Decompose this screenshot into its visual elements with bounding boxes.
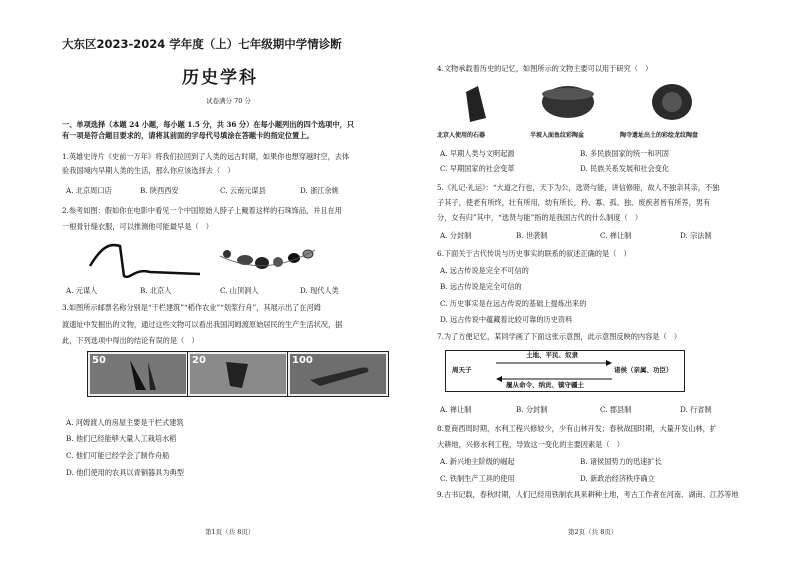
- stamp-3: [288, 352, 388, 396]
- q6-stem: 6.下面关于古代传说与历史事实的联系的叙述正确的是（ ）: [437, 249, 631, 258]
- q3-line1: 3.如图所示邮票名称分别是“干栏建筑”“稻作农业”“划浆行舟”，其展示出了在河姆: [62, 303, 321, 312]
- q7-option-d: D. 行省制: [680, 405, 712, 414]
- artifact-caption-2: 半坡人面鱼纹彩陶盆: [530, 132, 585, 139]
- enfeoffment-diagram: [445, 350, 685, 392]
- q3-line2: 渡遗址中发掘出的文物，通过这些文物可以看出我国河姆渡原始居民的生产生活状况，据: [62, 320, 343, 329]
- q9-line1: 9.古书记载，春秋时期，人们已经用铁制农具来耕种土地，考古工作者在河南、湖南、江苏等地: [437, 490, 739, 499]
- section-heading-2: 有一项是符合题目要求的，请将其前面的字母代号填涂在答题卡的指定位置上。: [62, 131, 314, 140]
- q4-option-c: C. 早期国家的社会变革: [440, 164, 515, 173]
- q5-option-a: A. 分封制: [440, 231, 472, 240]
- artifact-figures: [460, 82, 720, 126]
- q7-option-b: B. 分封制: [516, 405, 548, 414]
- q1-option-a: A. 北京周口店: [66, 186, 112, 195]
- q5-line3: 分，女有归”其中，“选贤与能”指的是我国古代的什么制度（ ）: [437, 213, 643, 222]
- section-heading: 一、单项选择（本题 24 小题，每小题 1.5 分，共 36 分）在每小题列出的四个选项中，只: [62, 120, 354, 129]
- q6-option-b: B. 远古传说是完全可信的: [440, 282, 522, 291]
- q6-option-d: D. 远古传说中蕴藏着比较可靠的历史资料: [440, 315, 573, 324]
- q3-option-d: D. 他们使用的农具以青铜器具为典型: [66, 468, 184, 477]
- q2-line1: 2.参考如图：假如你在电影中看见一个中国原始人脖子上戴着这样的石珠饰品，并且在用: [62, 206, 342, 215]
- q1-option-b: B. 陕西西安: [140, 186, 179, 195]
- q3-option-b: B. 他们已经能够大量人工栽培水稻: [66, 434, 177, 443]
- q8-option-c: C. 铁制生产工具的使用: [440, 474, 515, 483]
- q5-line1: 5.《礼记·礼运》：“大道之行也，天下为公，选贤与能，讲信修睦，故人不独亲其亲，不独: [437, 183, 720, 192]
- q5-option-c: C. 禅让制: [600, 231, 632, 240]
- q2-option-d: D. 现代人类: [300, 286, 339, 295]
- diagram-right-label: 诸侯（亲属、功臣）: [614, 366, 673, 374]
- q2-option-c: C. 山顶洞人: [220, 286, 259, 295]
- diagram-top-label: 土地、平民、奴隶: [526, 351, 578, 359]
- q5-option-b: B. 世袭制: [516, 231, 548, 240]
- q8-option-b: B. 诸侯国势力的迅速扩长: [580, 457, 662, 466]
- q1-line2: 验我国境内早期人类的生活，那么你应该选择去（ ）: [62, 166, 235, 175]
- q4-option-b: B. 多民族国家的统一和巩固: [580, 149, 669, 158]
- q7-option-a: A. 禅让制: [440, 405, 472, 414]
- q8-line2: 大耕地，兴修水利工程，导致这一变化的主要因素是（ ）: [437, 440, 624, 449]
- q8-option-a: A. 新兴地主阶级的崛起: [440, 457, 515, 466]
- q2-option-b: B. 北京人: [140, 286, 172, 295]
- q2-option-a: A. 元谋人: [66, 286, 98, 295]
- q2-line2: 一根骨针缝衣服，可以推测他可能最早是（ ）: [62, 222, 213, 231]
- artifact-caption-3: 陶寺遗址出土的彩绘龙纹陶盘: [620, 132, 699, 139]
- stamp-1: [88, 352, 188, 396]
- q4-option-d: D. 民族关系发展和社会变化: [580, 164, 670, 173]
- q1-line1: 1.英雄史诗片《史前一万年》将我们拉回到了人类的远古时期，如果你也想穿越时空，去体: [62, 152, 350, 161]
- paddle-icon: [290, 354, 386, 394]
- stamp-1-value: 50: [92, 355, 106, 366]
- subject-title: 历史学科: [182, 68, 258, 88]
- stamp-2-value: 20: [192, 355, 206, 366]
- q7-stem: 7.为了方便记忆，某同学画了下面这张示意图，此示意图反映的内容是（ ）: [437, 332, 682, 341]
- diagram-bottom-label: 履从命令、纳贡、镇守疆土: [506, 381, 584, 389]
- q8-option-d: D. 新政治经济秩序确立: [580, 474, 655, 483]
- q3-option-c: C. 他们可能已经学会了制作舟船: [66, 451, 170, 460]
- q7-option-c: C. 郡县制: [600, 405, 632, 414]
- left-page-footer: 第1页（共 8页）: [205, 528, 255, 536]
- stamp-2: [188, 352, 288, 396]
- score-note: 试卷满分 70 分: [206, 97, 251, 105]
- bone-spade-icon: [190, 354, 286, 394]
- q5-option-d: D. 宗法制: [680, 231, 712, 240]
- q6-option-a: A. 远古传说是完全不可信的: [440, 266, 529, 275]
- q3-option-a: A. 河姆渡人的房屋主要是干栏式建筑: [66, 418, 184, 427]
- q1-option-c: C. 云南元谋县: [220, 186, 266, 195]
- exam-title: 大东区2023-2024 学年度（上）七年级期中学情诊断: [62, 37, 342, 51]
- stilt-house-icon: [90, 354, 186, 394]
- q6-option-c: C. 历史事实是在远古传说的基础上提炼出来的: [440, 299, 587, 308]
- needle-and-beads-figure: [80, 238, 360, 283]
- artifact-caption-1: 北京人使用的石器: [437, 132, 486, 139]
- right-page-footer: 第2页（共 8页）: [568, 528, 618, 536]
- q1-option-d: D. 浙江余姚: [300, 186, 339, 195]
- q8-line1: 8.夏商西周时期，水利工程兴修较少，少有山林开发；春秋战国时期，大量开发山林，扩: [437, 424, 717, 433]
- diagram-left-label: 周天子: [452, 366, 472, 374]
- q4-option-a: A. 早期人类与文明起源: [440, 149, 515, 158]
- q3-line3: 此，下列选项中得出的结论有误的是（ ）: [62, 336, 199, 345]
- stamp-3-value: 100: [292, 355, 313, 366]
- stamp-row: [68, 325, 378, 405]
- q4-stem: 4.文物承载着历史的记忆，如图所示的文物主要可以用于研究（ ）: [437, 64, 653, 73]
- q5-line2: 子其子，使老有所终，壮有所用，幼有所长，矜、寡、孤、独、废疾者皆有所养，男有: [437, 198, 711, 207]
